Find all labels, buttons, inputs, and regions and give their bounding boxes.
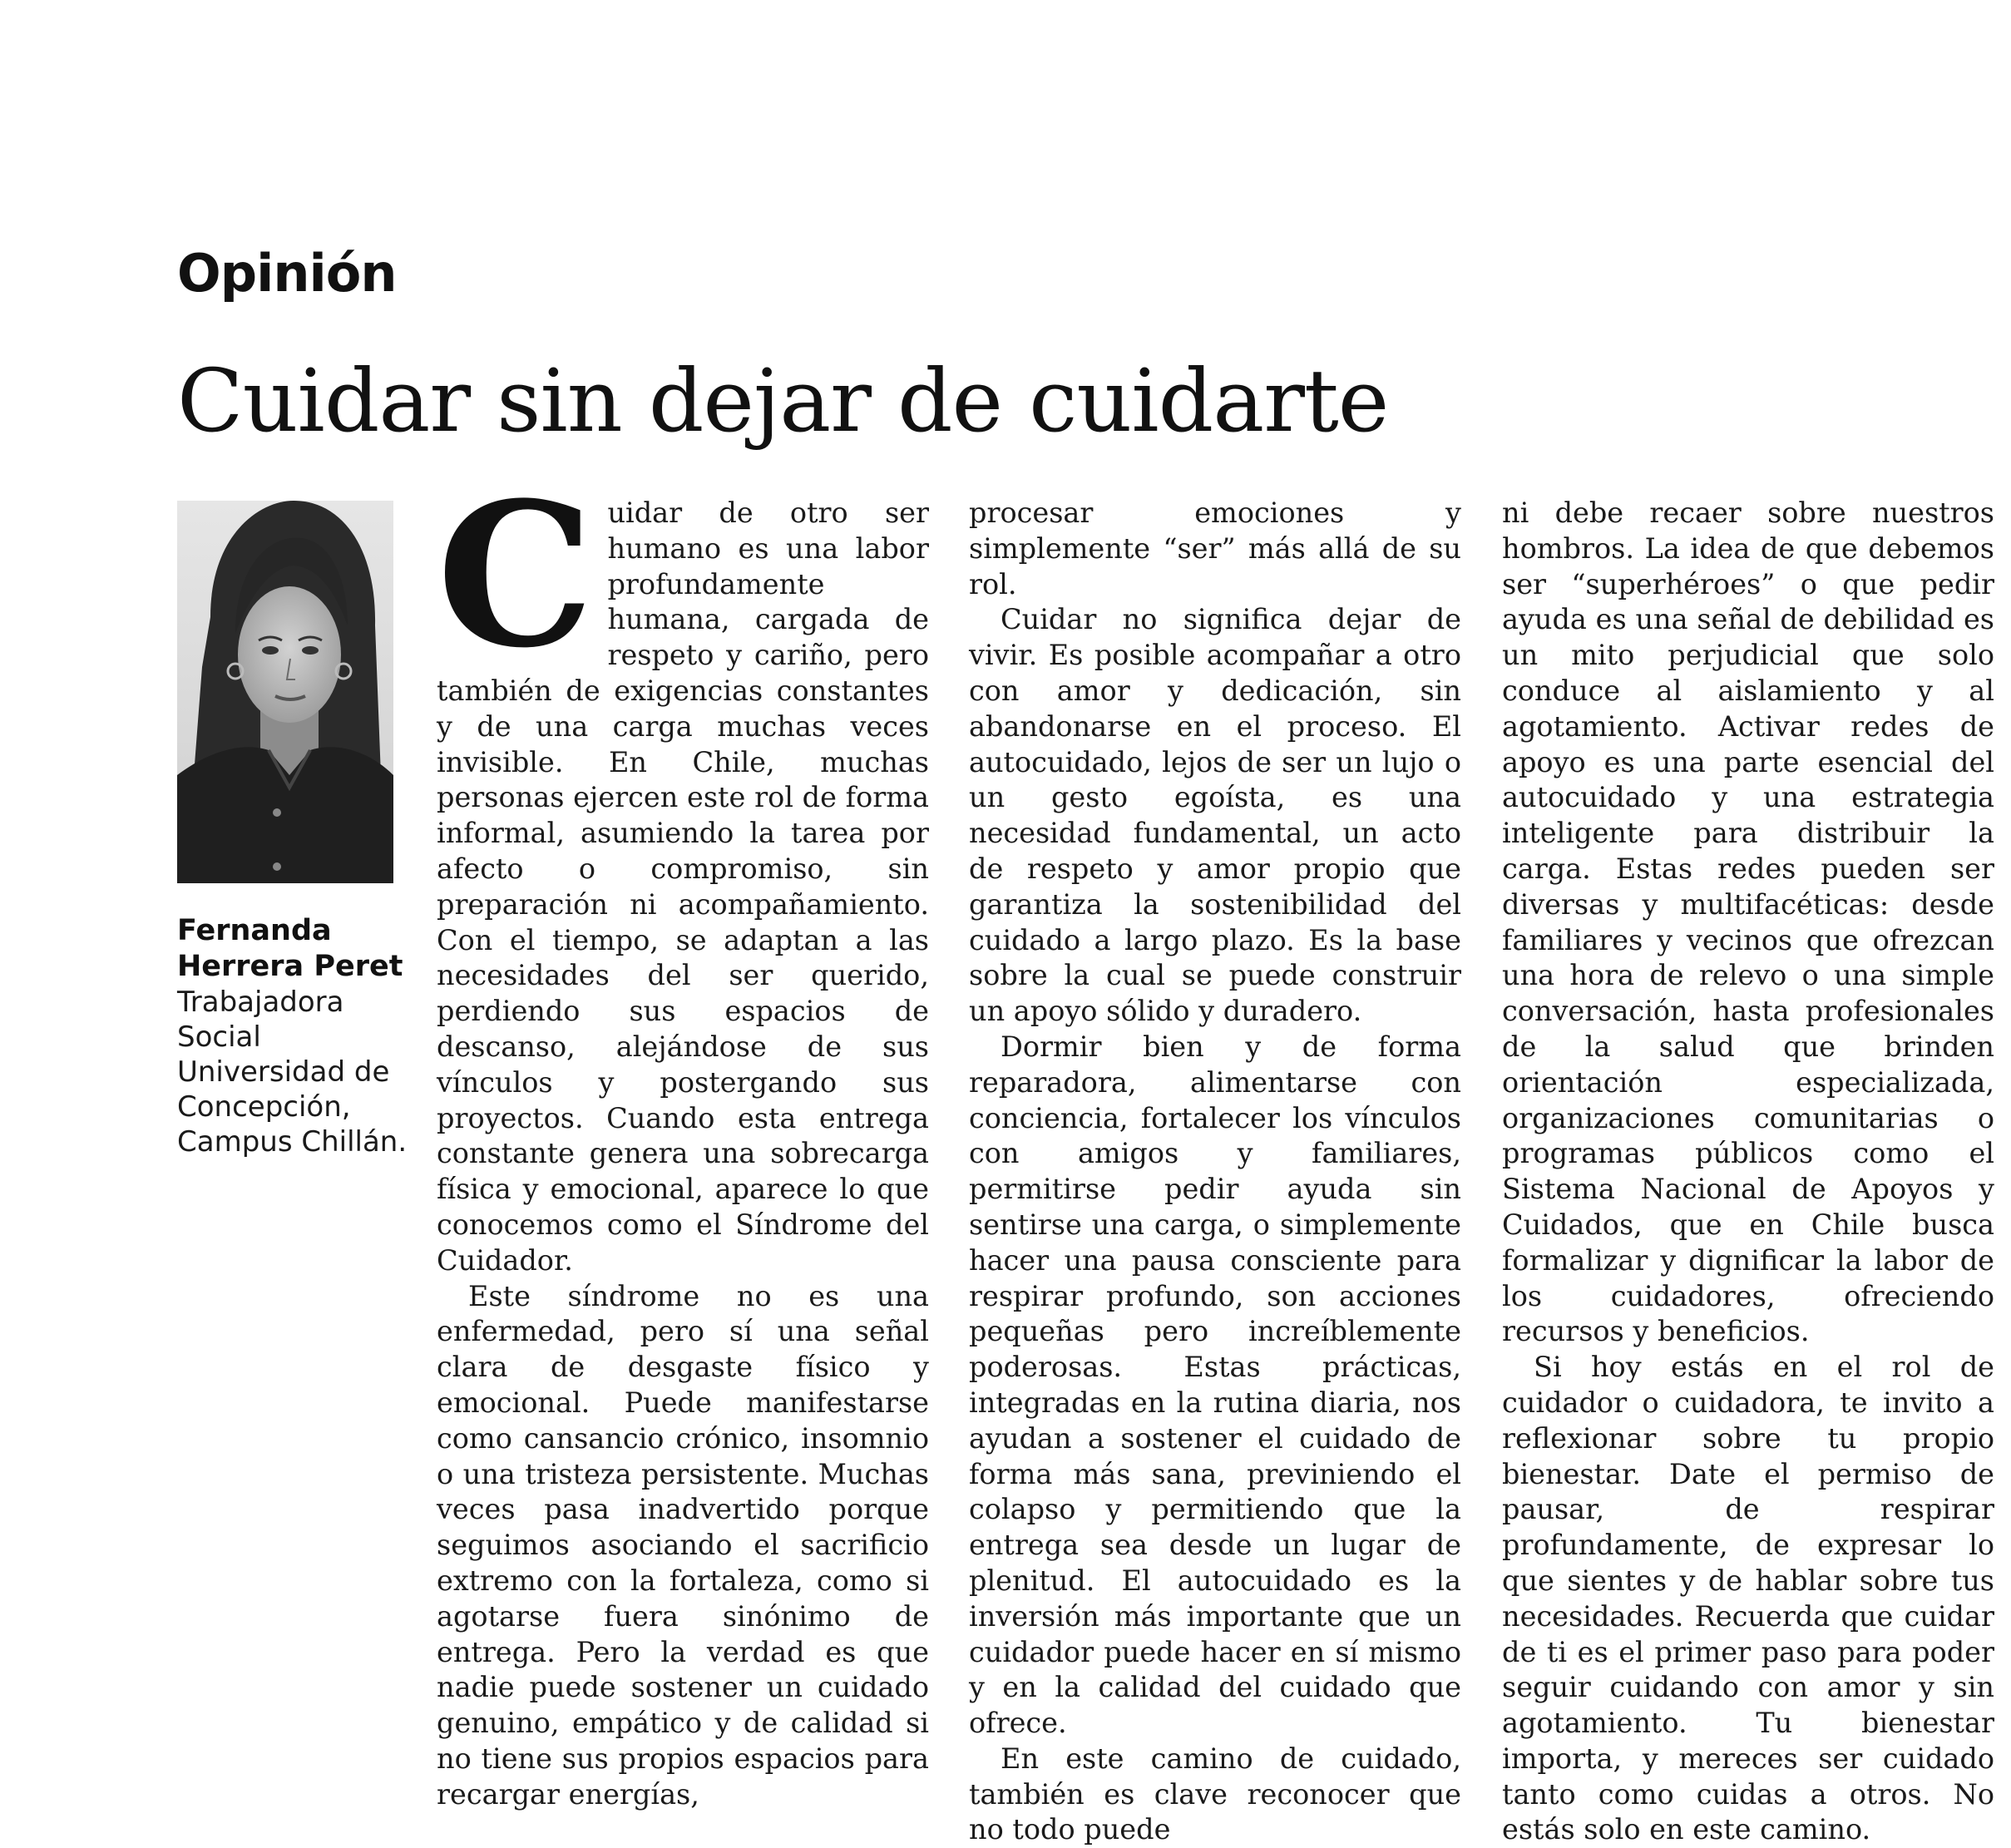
article-headline: Cuidar sin dejar de cuidarte [177, 350, 1389, 452]
article-paragraph: Si hoy estás en el rol de cuidador o cuidadora, te invito a reflexionar sobre tu propio bienestar. Date el permiso de pausar, de respirar profundamente, de expresar lo que sientes y de hablar sobre tus necesidades. Recuerda que cuidar de ti es el primer paso para poder seguir cuidando con amor y sin agotamiento. Tu bienestar importa, y mereces ser cuidado tanto como cuidas a otros. No estás solo en este camino. [1502, 1351, 1994, 1846]
top-margin [0, 0, 2011, 212]
article-column-3 [1502, 496, 1994, 1848]
article-paragraph: Dormir bien y de forma reparadora, alimentarse con conciencia, fortalecer los vínculos con amigos y familiares, permitirse pedir ayuda sin sentirse una carga, o simplemente hacer una pausa consciente para respirar profundo, son acciones pequeñas pero increíblemente poderosas. Estas prácticas, integradas en la rutina diaria, nos ayudan a sostener el cuidado de forma más sana, previniendo el colapso y permitiendo que la entrega sea desde un lugar de plenitud. El autocuidado es la inversión más importante que un cuidador puede hacer en sí mismo y en la calidad del cuidado que ofrece. [969, 1030, 1461, 1740]
article-column-2 [969, 496, 1461, 1848]
article-paragraph: Este síndrome no es una enfermedad, pero sí una señal clara de desgaste físico y emocional. Puede manifestarse como cansancio crónico, insomnio o una tristeza persistente. Muchas veces pasa inadvertido porque seguimos asociando el sacrificio extremo con la fortaleza, como si agotarse fuera sinónimo de entrega. Pero la verdad es que nadie puede sostener un cuidado genuino, empático y de calidad si no tiene sus propios espacios para recargar energías, [437, 1279, 929, 1811]
section-label: Opinión [177, 243, 397, 304]
author-role: Trabajadora Social Universidad de Concepción, Campus Chillán. [177, 986, 408, 1159]
author-name: Fernanda Herrera Peret [177, 914, 403, 983]
article-paragraph: Cuidar no significa dejar de vivir. Es posible acompañar a otro con amor y dedicación, sin abandonarse en el proceso. El autocuidado, lejos de ser un lujo o un gesto egoísta, es una necesidad fundamental, un acto de respeto y amor propio que garantiza la sostenibilidad del cuidado a largo plazo. Es la base sobre la cual se puede construir un apoyo sólido y duradero. [969, 603, 1461, 1028]
article-column-1 [437, 460, 929, 1812]
article-paragraph: ni debe recaer sobre nuestros hombros. La idea de que debemos ser “superhéroes” o que pedir ayuda es una señal de debilidad es un mito perjudicial que solo conduce al aislamiento y al agotamiento. Activar redes de apoyo es una parte esencial del autocuidado y una estrategia inteligente para distribuir la carga. Estas redes pueden ser diversas y multifacéticas: desde familiares y vecinos que ofrezcan una hora de relevo o una simple conversación, hasta profesionales de la salud que brinden orientación especializada, organizaciones comunitarias o programas públicos como el Sistema Nacional de Apoyos y Cuidados, que en Chile busca formalizar y dignificar la labor de los cuidadores, ofreciendo recursos y beneficios. [1502, 497, 1994, 1348]
article-paragraph: uidar de otro ser humano es una labor profundamente humana, cargada de respeto y cariño, pero también de exigencias constantes y de una carga muchas veces invisible. En Chile, muchas personas ejercen este rol de forma informal, asumiendo la tarea por afecto o compromiso, sin preparación ni acompañamiento. Con el tiempo, se adaptan a las necesidades del ser querido, perdiendo sus espacios de descanso, alejándose de sus vínculos y postergando sus proyectos. Cuando esta entrega constante genera una sobrecarga física y emocional, aparece lo que conocemos como el Síndrome del Cuidador. [437, 497, 929, 1277]
article-paragraph: procesar emociones y simplemente “ser” más allá de su rol. [969, 497, 1461, 600]
author-portrait-icon [177, 501, 393, 883]
article-paragraph: En este camino de cuidado, también es clave reconocer que no todo puede [969, 1742, 1461, 1846]
drop-cap: C [437, 460, 595, 692]
